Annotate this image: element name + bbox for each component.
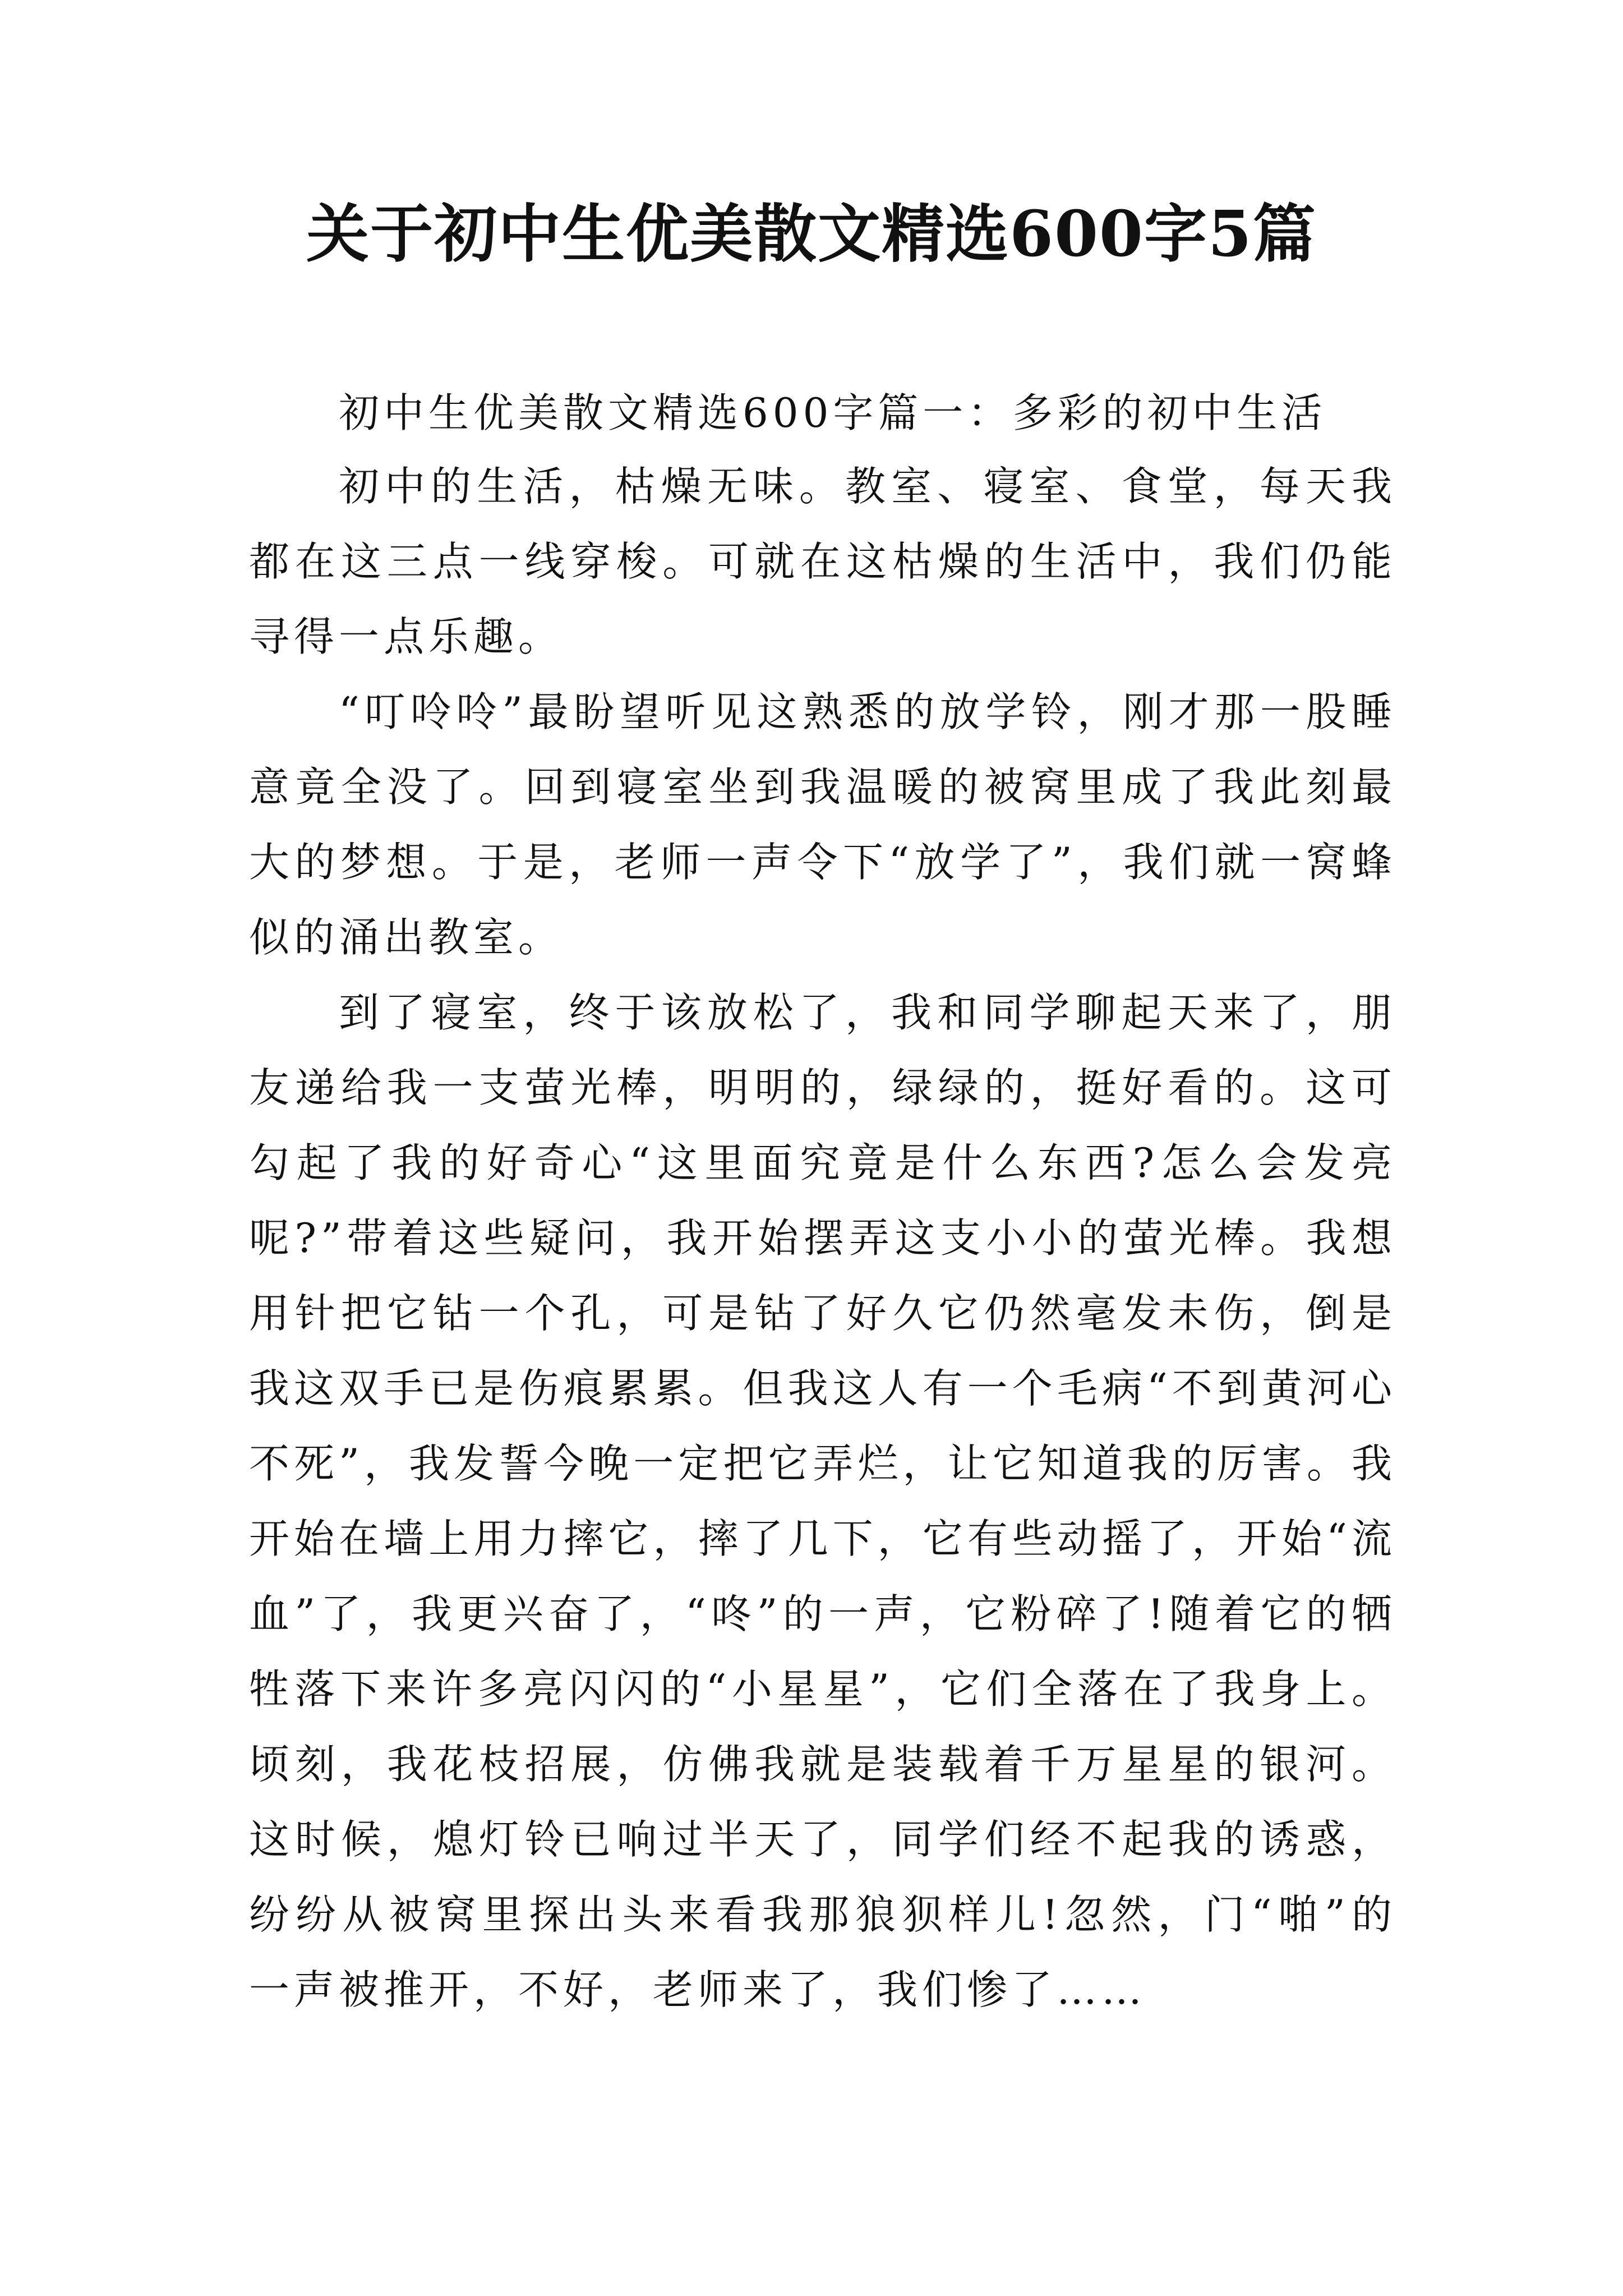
body-paragraph: 到了寝室，终于该放松了，我和同学聊起天来了，朋友递给我一支萤光棒，明明的，绿绿的，挺好看的。这可勾起了我的好奇心“这里面究竟是什么东西?怎么会发亮呢?”带着这些疑问，我开始摆弄这支小小的萤光棒。我想用针把它钻一个孔，可是钻了好久它仍然毫发未伤，倒是我这双手已是伤痕累累。但我这人有一个毛病“不到黄河心不死”，我发誓今晚一定把它弄烂，让它知道我的厉害。我开始在墙上用力摔它，摔了几下，它有些动摇了，开始“流血”了，我更兴奋了，“咚”的一声，它粉碎了!随着它的牺牲落下来许多亮闪闪的“小星星”，它们全落在了我身上。顷刻，我花枝招展，仿佛我就是装载着千万星星的银河。这时候，熄灯铃已响过半天了，同学们经不起我的诱惑，纷纷从被窝里探出头来看我那狼狈样儿!忽然，门“啪”的一声被推开，不好，老师来了，我们惨了……: [249, 989, 1396, 2013]
document-title: 关于初中生优美散文精选600字5篇: [306, 197, 1317, 271]
document-body: [249, 377, 1396, 2027]
section-heading: 初中生优美散文精选600字篇一：多彩的初中生活: [339, 389, 1327, 436]
body-paragraph: “叮呤呤”最盼望听见这熟悉的放学铃，刚才那一股睡意竟全没了。回到寝室坐到我温暖的被窝里成了我此刻最大的梦想。于是，老师一声令下“放学了”，我们就一窝蜂似的涌出教室。: [249, 688, 1396, 961]
body-paragraph: 初中的生活，枯燥无味。教室、寝室、食堂，每天我都在这三点一线穿梭。可就在这枯燥的生活中，我们仍能寻得一点乐趣。: [249, 463, 1396, 660]
